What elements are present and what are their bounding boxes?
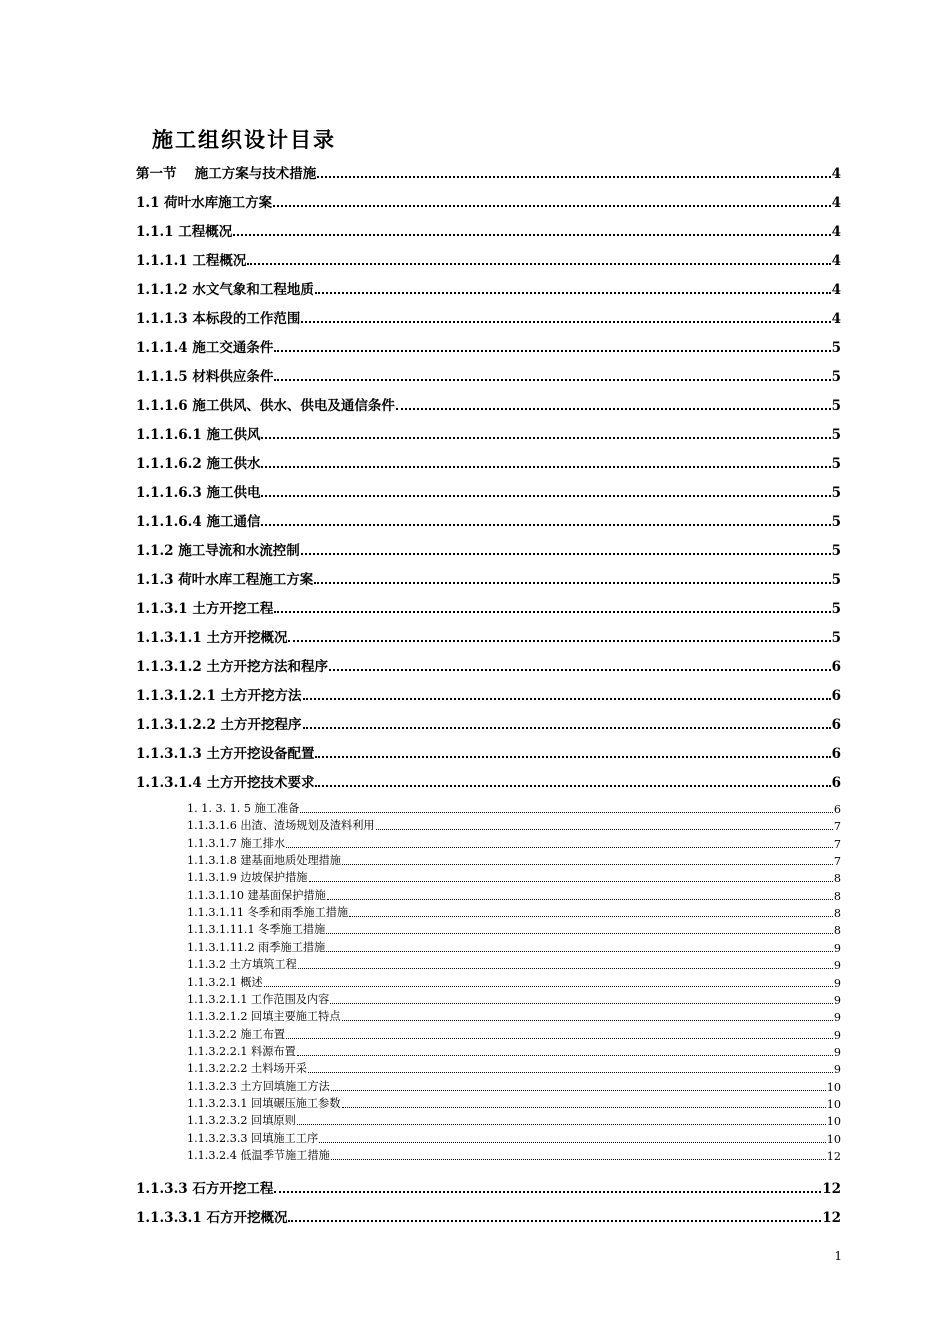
toc-entry[interactable] — [136, 628, 841, 646]
toc-leader-dots — [342, 1020, 833, 1021]
toc-entry-label: 1.1.3.2.4 低温季节施工措施 — [187, 1149, 330, 1162]
toc-entry-page-number: 5 — [831, 427, 841, 443]
toc-entry-label: 1.1.3.1.3 土方开挖设备配置 — [136, 746, 315, 762]
toc-entry[interactable] — [136, 686, 841, 704]
toc-entry[interactable] — [136, 251, 841, 269]
toc-entry-label: 1.1.1.1 工程概况 — [136, 253, 247, 269]
toc-entry-label: 1.1.3.1 土方开挖工程 — [136, 601, 274, 617]
toc-entry[interactable] — [136, 367, 841, 385]
toc-entry-label: 1.1.3.1.1 土方开挖概况 — [136, 630, 288, 646]
toc-entry[interactable] — [136, 744, 841, 762]
toc-entry-label: 1.1 荷叶水库施工方案 — [136, 195, 273, 211]
toc-entry[interactable] — [136, 338, 841, 356]
toc-entry-label: 1.1.3.1.10 建基面保护措施 — [187, 888, 326, 902]
toc-entry[interactable] — [136, 193, 841, 211]
toc-entry[interactable] — [187, 975, 841, 990]
toc-entry[interactable] — [187, 1113, 841, 1128]
toc-entry-page-number: 10 — [826, 1097, 841, 1111]
toc-entry[interactable] — [136, 280, 841, 298]
toc-entry-label: 1.1.3.1.11.2 雨季施工措施 — [187, 940, 326, 954]
toc-entry-label: 1.1.3.2.3.3 回填施工工序 — [187, 1131, 319, 1145]
toc-leader-dots — [261, 524, 830, 526]
toc-leader-dots — [274, 1191, 821, 1193]
toc-entry-label: 1.1.1.6.1 施工供风 — [136, 427, 261, 443]
toc-leader-dots — [303, 698, 831, 700]
toc-entry-page-number: 8 — [833, 889, 841, 903]
toc-entry[interactable] — [187, 888, 841, 903]
toc-entry-label: 1.1.3.2.2.1 料源布置 — [187, 1044, 296, 1058]
toc-leader-dots — [297, 1124, 826, 1125]
toc-entry-page-number: 12 — [822, 1181, 841, 1197]
toc-entry-page-number: 9 — [833, 941, 841, 955]
toc-entry-page-number: 9 — [833, 976, 841, 990]
toc-entry[interactable] — [136, 773, 841, 791]
toc-entry-label: 1.1.3.1.6 出渣、渣场规划及渣料利用 — [187, 819, 375, 833]
toc-leader-dots — [303, 727, 831, 729]
toc-entry-label: 1.1.3.1.7 施工排水 — [187, 836, 286, 850]
toc-entry-page-number: 4 — [831, 195, 841, 211]
toc-leader-dots — [308, 1072, 833, 1073]
toc-leader-dots — [274, 350, 830, 352]
toc-entry[interactable] — [187, 853, 841, 868]
toc-entry-page-number: 6 — [831, 746, 841, 762]
toc-entry[interactable] — [187, 870, 841, 885]
toc-entry[interactable] — [187, 922, 841, 937]
toc-entry-label: 1.1.3.1.9 边坡保护措施 — [187, 871, 308, 885]
toc-leader-dots — [261, 495, 830, 497]
toc-entry-label: 1.1.1.6 施工供风、供水、供电及通信条件 — [136, 398, 395, 414]
toc-entry-page-number: 9 — [833, 959, 841, 973]
toc-entry-label: 1.1.1.5 材料供应条件 — [136, 369, 274, 385]
toc-entry-page-number: 5 — [831, 369, 841, 385]
toc-leader-dots — [376, 829, 833, 830]
toc-entry[interactable] — [136, 541, 841, 559]
toc-leader-dots — [286, 1038, 833, 1039]
toc-entry-label: 1.1.1.2 水文气象和工程地质 — [136, 282, 314, 298]
toc-leader-dots — [317, 176, 830, 178]
toc-leader-dots — [288, 640, 830, 642]
toc-entry-label: 1.1.3.3 石方开挖工程 — [136, 1181, 274, 1197]
toc-entry-page-number: 6 — [831, 717, 841, 733]
toc-entry[interactable] — [136, 599, 841, 617]
toc-entry-page-number: 6 — [831, 659, 841, 675]
toc-entry-page-number: 4 — [831, 282, 841, 298]
toc-leader-dots — [309, 881, 833, 882]
toc-leader-dots — [331, 1090, 826, 1091]
toc-entry[interactable] — [136, 483, 841, 501]
toc-entry-page-number: 5 — [831, 514, 841, 530]
toc-leader-dots — [326, 951, 833, 952]
toc-entry-page-number: 7 — [833, 820, 841, 834]
toc-leader-dots — [326, 933, 833, 934]
page-number: 1 — [834, 1249, 842, 1263]
toc-entry[interactable] — [187, 801, 841, 816]
toc-entry-page-number: 9 — [833, 993, 841, 1007]
toc-leader-dots — [274, 379, 830, 381]
toc-leader-dots — [298, 968, 833, 969]
toc-entry-label: 1.1.1.6.3 施工供电 — [136, 485, 261, 501]
toc-entry-page-number: 9 — [833, 1011, 841, 1025]
toc-entry[interactable] — [187, 1044, 841, 1059]
toc-leader-dots — [300, 812, 833, 813]
toc-entry[interactable] — [136, 1208, 841, 1226]
toc-entry-label: 1.1.3.1.11 冬季和雨季施工措施 — [187, 906, 349, 920]
toc-leader-dots — [314, 582, 830, 584]
toc-entry-label: 1.1.3.1.4 土方开挖技术要求 — [136, 775, 315, 791]
toc-entry-page-number: 5 — [831, 456, 841, 472]
toc-entry[interactable] — [187, 940, 841, 955]
toc-leader-dots — [297, 1055, 833, 1056]
toc-entry-label: 1.1.3 荷叶水库工程施工方案 — [136, 572, 314, 588]
toc-entry-label: 1.1.3.2 土方填筑工程 — [187, 958, 297, 972]
toc-entry[interactable] — [187, 1061, 841, 1076]
toc-leader-dots — [329, 669, 831, 671]
toc-leader-dots — [342, 864, 833, 865]
toc-entry[interactable] — [187, 905, 841, 920]
toc-leader-dots — [315, 756, 830, 758]
toc-entry[interactable] — [187, 1096, 841, 1111]
toc-entry-label: 1.1.3.3.1 石方开挖概况 — [136, 1210, 288, 1226]
toc-entry-page-number: 7 — [833, 837, 841, 851]
toc-entry[interactable] — [136, 309, 841, 327]
toc-entry-label: 1.1.1.6.2 施工供水 — [136, 456, 261, 472]
toc-entry-page-number: 6 — [833, 803, 841, 816]
toc-entry[interactable] — [136, 396, 841, 414]
toc-entry-page-number: 9 — [833, 1063, 841, 1077]
toc-entry-page-number: 10 — [826, 1080, 841, 1094]
toc-entry-page-number: 5 — [831, 572, 841, 588]
toc-entry-page-number: 5 — [831, 398, 841, 414]
toc-entry-label: 1.1.3.2.1 概述 — [187, 975, 263, 989]
toc-entry-page-number: 10 — [826, 1132, 841, 1146]
toc-entry-page-number: 9 — [833, 1028, 841, 1042]
toc-leader-dots — [301, 553, 831, 555]
toc-entry-label: 1.1.3.2.3.1 回填碾压施工参数 — [187, 1096, 341, 1110]
toc-entry-label: 1.1.3.1.8 建基面地质处理措施 — [187, 854, 342, 868]
toc-leader-dots — [342, 1107, 826, 1108]
toc-entry-page-number: 5 — [831, 340, 841, 356]
toc-entry-label: 第一节 施工方案与技术措施 — [136, 166, 317, 182]
toc-entry-page-number: 4 — [831, 311, 841, 327]
toc-entry[interactable] — [187, 836, 841, 851]
toc-entry[interactable] — [187, 1079, 841, 1094]
toc-entry-label: 1.1.3.2.2.2 土料场开采 — [187, 1062, 307, 1076]
toc-entry[interactable] — [187, 818, 841, 833]
toc-entry[interactable] — [136, 1179, 841, 1197]
toc-entry-page-number: 12 — [822, 1210, 841, 1226]
toc-leader-dots — [319, 1142, 826, 1143]
toc-entry-page-number: 4 — [831, 224, 841, 240]
toc-entry-label: 1.1.3.2.2 施工布置 — [187, 1027, 286, 1041]
toc-entry-label: 1.1.3.1.11.1 冬季施工措施 — [187, 923, 326, 937]
toc-entry-label: 1.1.3.2.1.1 工作范围及内容 — [187, 992, 330, 1006]
toc-leader-dots — [264, 986, 833, 987]
toc-entry[interactable] — [187, 1131, 841, 1146]
toc-entry-label: 1. 1. 3. 1. 5 施工准备 — [187, 802, 300, 815]
toc-entry-page-number: 8 — [833, 872, 841, 886]
toc-entry[interactable] — [136, 570, 841, 588]
toc-leader-dots — [315, 785, 830, 787]
toc-leader-dots — [331, 1159, 826, 1160]
toc-entry-label: 1.1.3.1.2.2 土方开挖程序 — [136, 717, 302, 733]
toc-leader-dots — [330, 1003, 833, 1004]
toc-entry[interactable] — [187, 1148, 841, 1163]
toc-entry[interactable] — [136, 425, 841, 443]
toc-leader-dots — [261, 466, 830, 468]
toc-entry-label: 1.1.2 施工导流和水流控制 — [136, 543, 300, 559]
toc-leader-dots — [233, 234, 830, 236]
toc-leader-dots — [396, 408, 831, 410]
toc-entry[interactable] — [136, 657, 841, 675]
toc-entry-label: 1.1.3.2.1.2 回填主要施工特点 — [187, 1010, 341, 1024]
toc-entry-page-number: 6 — [831, 688, 841, 704]
toc-entry[interactable] — [187, 957, 841, 972]
toc-leader-dots — [327, 899, 833, 900]
toc-leader-dots — [301, 321, 830, 323]
toc-entry-label: 1.1.3.1.2.1 土方开挖方法 — [136, 688, 302, 704]
toc-entry-label: 1.1.1.3 本标段的工作范围 — [136, 311, 301, 327]
toc-leader-dots — [315, 292, 831, 294]
toc-entry-page-number: 10 — [826, 1115, 841, 1129]
toc-leader-dots — [349, 916, 833, 917]
toc-entry[interactable] — [187, 1009, 841, 1024]
toc-leader-dots — [261, 437, 830, 439]
toc-entry-page-number: 8 — [833, 924, 841, 938]
toc-leader-dots — [288, 1220, 821, 1222]
toc-entry-page-number: 5 — [831, 630, 841, 646]
toc-entry[interactable] — [187, 1027, 841, 1042]
toc-entry[interactable] — [136, 512, 841, 530]
toc-entry[interactable] — [136, 715, 841, 733]
toc-entry[interactable] — [136, 164, 841, 182]
toc-entry-label: 1.1.3.1.2 土方开挖方法和程序 — [136, 659, 328, 675]
toc-entry-page-number: 7 — [833, 855, 841, 869]
toc-entry-label: 1.1.1.4 施工交通条件 — [136, 340, 274, 356]
toc-entry[interactable] — [136, 454, 841, 472]
toc-entry-label: 1.1.1 工程概况 — [136, 224, 233, 240]
toc-entry-page-number: 5 — [831, 543, 841, 559]
toc-entry-page-number: 6 — [831, 775, 841, 791]
toc-leader-dots — [286, 847, 833, 848]
toc-entry[interactable] — [187, 992, 841, 1007]
toc-title: 施工组织设计目录 — [152, 127, 336, 152]
toc-entry-page-number: 8 — [833, 907, 841, 921]
toc-entry-page-number: 5 — [831, 485, 841, 501]
toc-entry[interactable] — [136, 222, 841, 240]
toc-entry-page-number: 12 — [826, 1150, 841, 1163]
toc-entry-page-number: 4 — [831, 253, 841, 269]
toc-entry-label: 1.1.1.6.4 施工通信 — [136, 514, 261, 530]
toc-leader-dots — [273, 205, 830, 207]
toc-leader-dots — [274, 611, 830, 613]
toc-entry-label: 1.1.3.2.3 土方回填施工方法 — [187, 1079, 330, 1093]
toc-entry-page-number: 4 — [831, 166, 841, 182]
toc-entry-label: 1.1.3.2.3.2 回填原则 — [187, 1114, 296, 1128]
toc-leader-dots — [247, 263, 830, 265]
toc-entry-page-number: 5 — [831, 601, 841, 617]
toc-entry-page-number: 9 — [833, 1045, 841, 1059]
